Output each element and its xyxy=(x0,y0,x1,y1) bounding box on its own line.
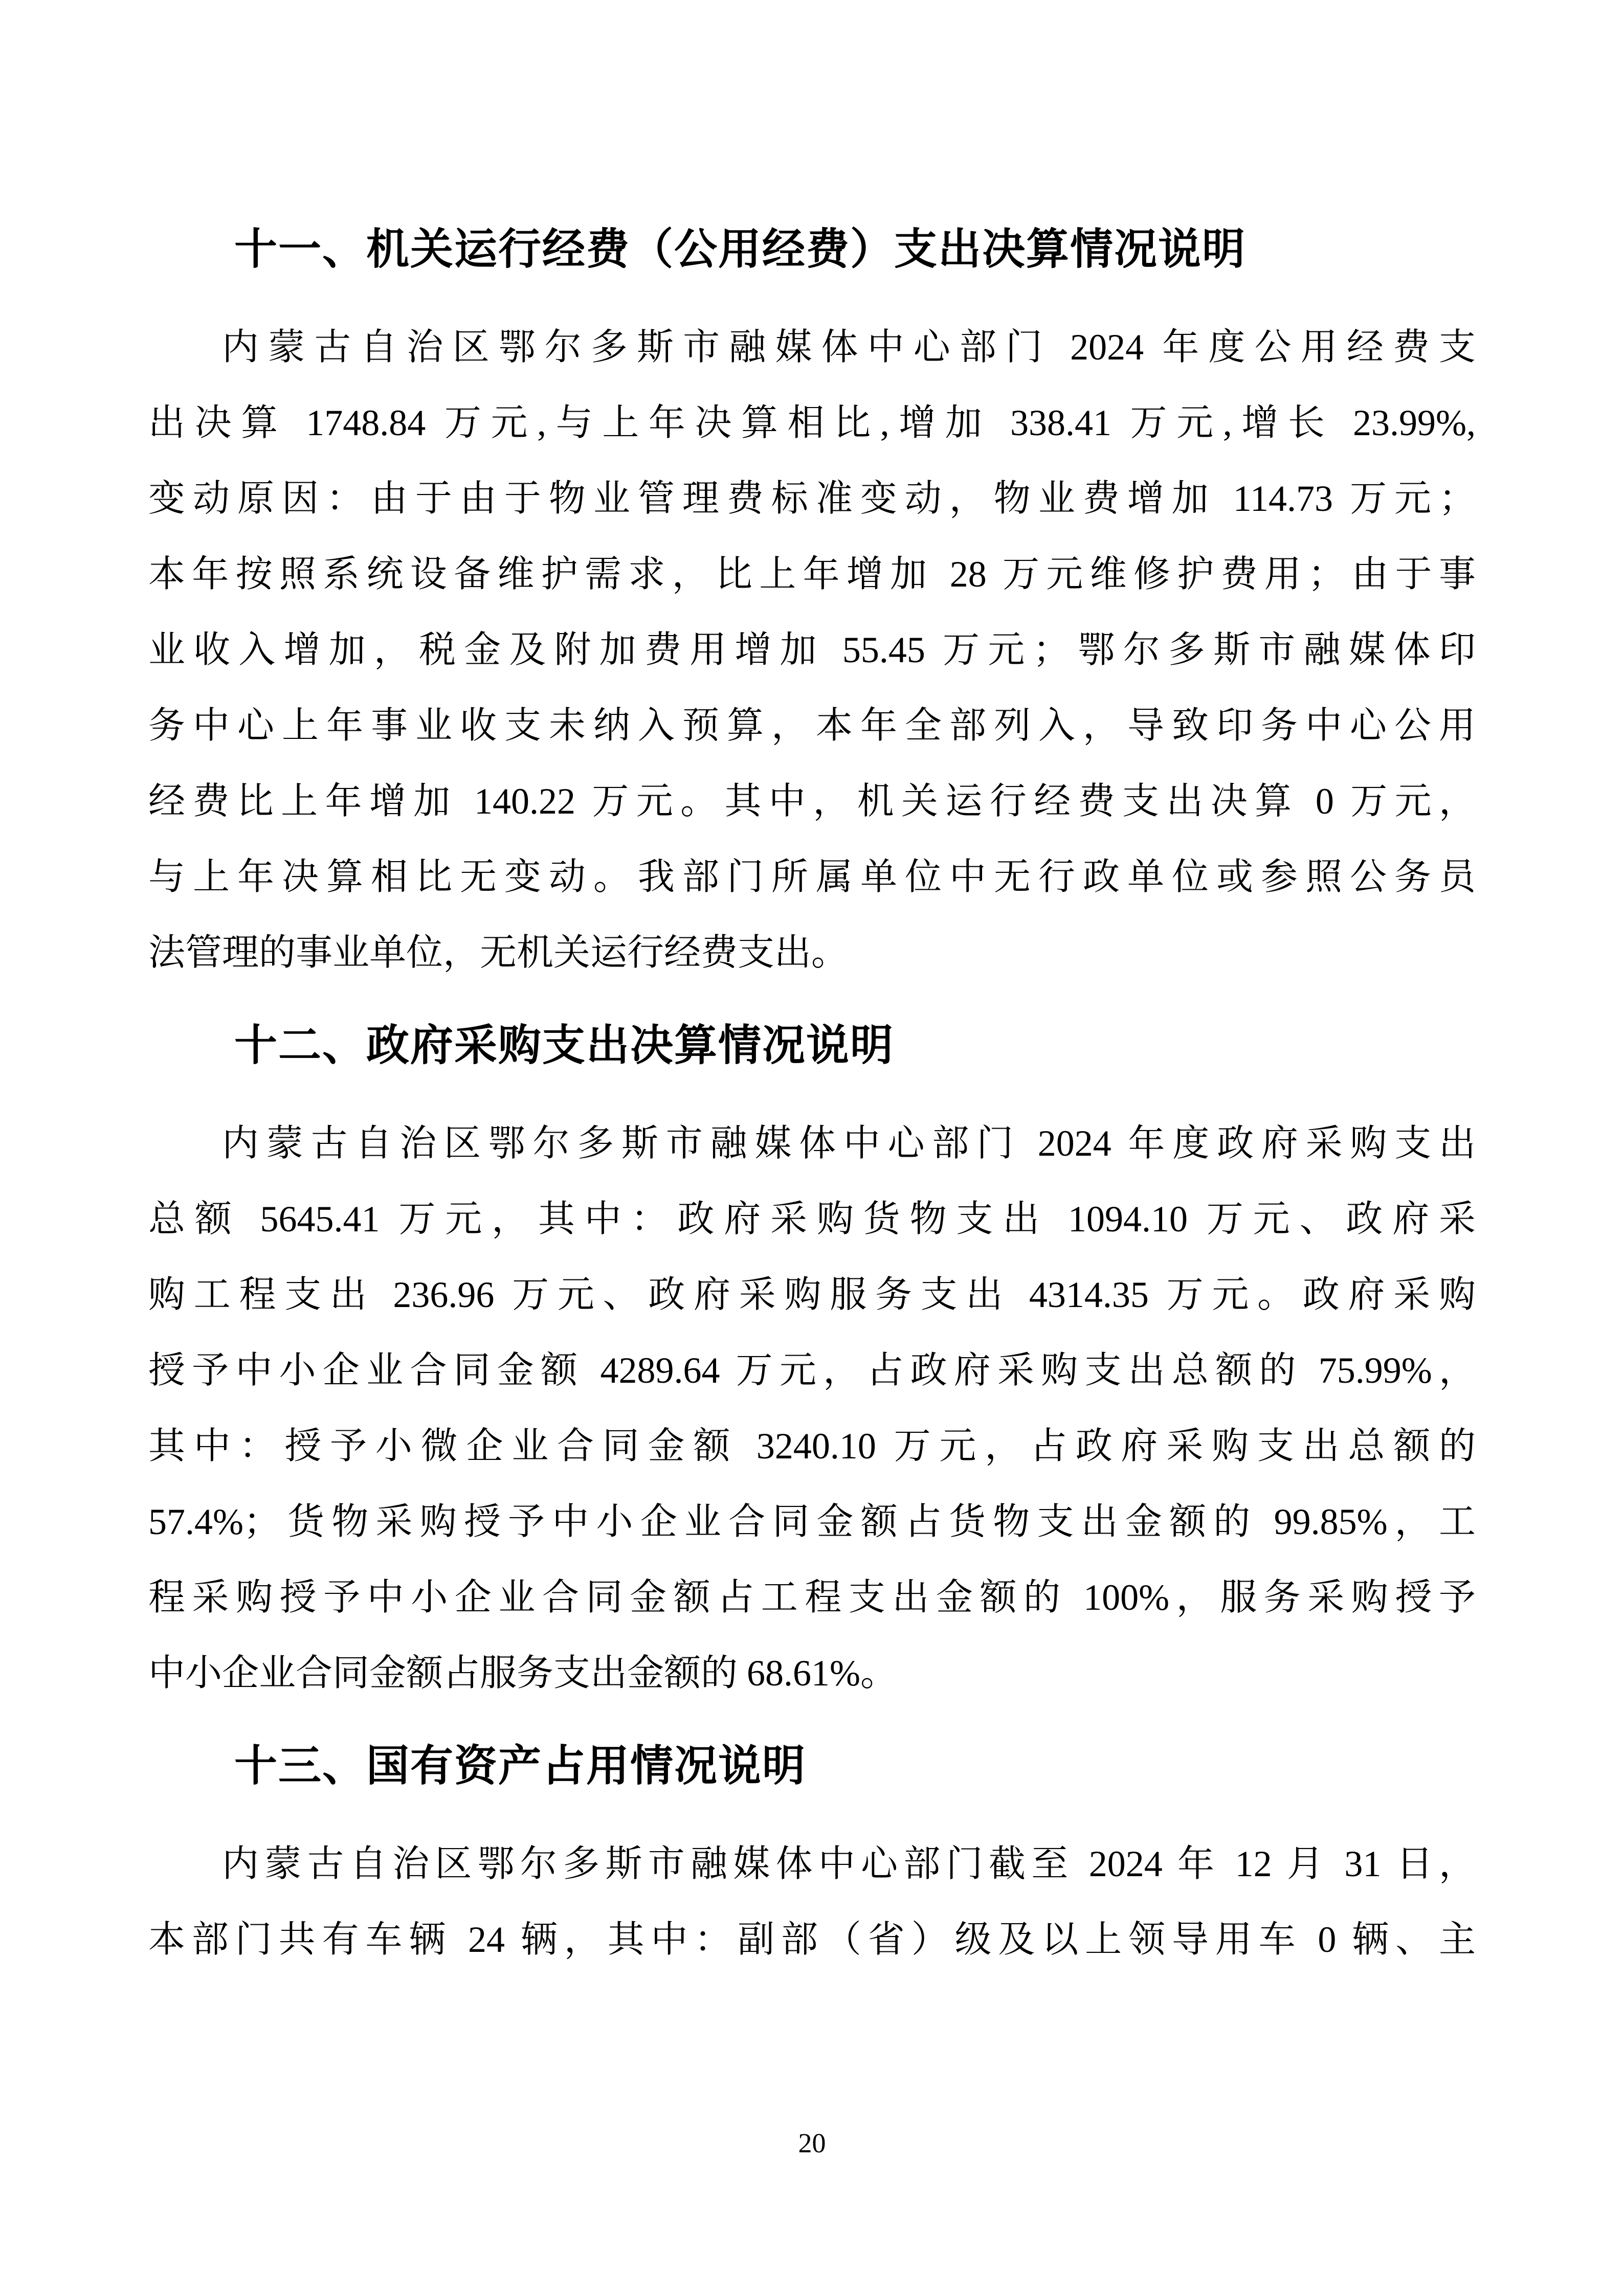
section-paragraph-11 xyxy=(148,309,1476,991)
section-heading-12: 十二、政府采购支出决算情况说明 xyxy=(234,1021,895,1069)
text-line: 中小企业合同金额占服务支出金额的 68.61%。 xyxy=(148,1653,897,1694)
text-line: 务中心上年事业收支未纳入预算，本年全部列入，导致印务中心公用 xyxy=(148,705,1476,746)
text-line: 程采购授予中小企业合同金额占工程支出金额的 100%，服务采购授予 xyxy=(148,1577,1476,1618)
text-line: 内蒙古自治区鄂尔多斯市融媒体中心部门 2024 年度公用经费支 xyxy=(222,327,1476,368)
text-line: 业收入增加，税金及附加费用增加 55.45 万元；鄂尔多斯市融媒体印 xyxy=(148,629,1476,670)
text-line: 变动原因：由于由于物业管理费标准变动，物业费增加 114.73 万元； xyxy=(148,478,1476,519)
section-government-procurement xyxy=(148,1014,1476,1711)
section-heading-13: 十三、国有资产占用情况说明 xyxy=(234,1742,807,1790)
text-line: 经费比上年增加 140.22 万元。其中，机关运行经费支出决算 0 万元， xyxy=(148,781,1476,822)
page-footer xyxy=(0,2127,1624,2159)
text-line: 总额 5645.41 万元，其中：政府采购货物支出 1094.10 万元、政府采 xyxy=(148,1199,1476,1240)
section-paragraph-12 xyxy=(148,1106,1476,1711)
page-number: 20 xyxy=(798,2128,826,2158)
text-line: 内蒙古自治区鄂尔多斯市融媒体中心部门 2024 年度政府采购支出 xyxy=(222,1123,1476,1164)
text-line: 内蒙古自治区鄂尔多斯市融媒体中心部门截至 2024 年 12 月 31 日， xyxy=(222,1843,1476,1884)
section-org-operating-expense xyxy=(148,217,1476,991)
text-line: 购工程支出 236.96 万元、政府采购服务支出 4314.35 万元。政府采购 xyxy=(148,1274,1476,1315)
text-line: 57.4%；货物采购授予中小企业合同金额占货物支出金额的 99.85%，工 xyxy=(148,1501,1476,1542)
text-line: 法管理的事业单位，无机关运行经费支出。 xyxy=(148,932,849,973)
section-paragraph-13 xyxy=(148,1826,1476,1977)
text-line: 其中：授予小微企业合同金额 3240.10 万元，占政府采购支出总额的 xyxy=(148,1426,1476,1467)
section-heading-11: 十一、机关运行经费（公用经费）支出决算情况说明 xyxy=(234,225,1247,273)
text-line: 与上年决算相比无变动。我部门所属单位中无行政单位或参照公务员 xyxy=(148,857,1476,897)
text-line: 本部门共有车辆 24 辆，其中：副部（省）级及以上领导用车 0 辆、主 xyxy=(148,1919,1476,1960)
text-line: 出决算 1748.84 万元,与上年决算相比,增加 338.41 万元,增长 23.99%, xyxy=(148,402,1476,443)
text-line: 授予中小企业合同金额 4289.64 万元，占政府采购支出总额的 75.99%， xyxy=(148,1350,1476,1391)
text-line: 本年按照系统设备维护需求，比上年增加 28 万元维修护费用；由于事 xyxy=(148,554,1476,595)
section-state-assets xyxy=(148,1734,1476,1977)
